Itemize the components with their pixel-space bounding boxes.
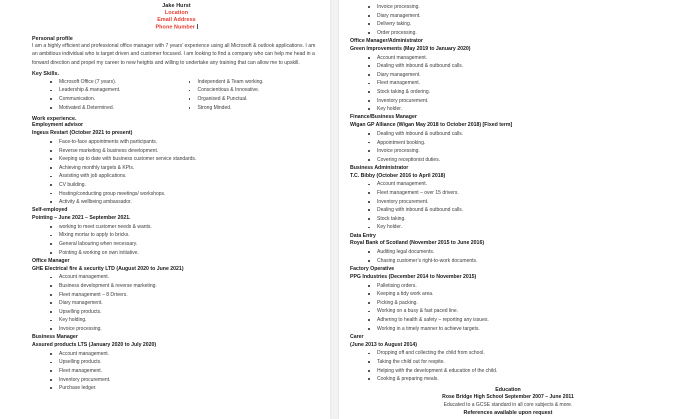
list-item: Achieving monthly targets & KPIs.: [50, 164, 321, 173]
skills-bullets-left: [32, 78, 177, 112]
list-item: Diary management.: [368, 12, 666, 21]
personal-profile-heading: Personal profile: [32, 35, 73, 42]
job-company: T.C. Bibby (October 2016 to April 2018): [350, 172, 446, 179]
page-left: [0, 0, 330, 419]
job-company: PPG Industries (December 2014 to November 2015): [350, 273, 477, 280]
key-skills-column-1: [32, 78, 177, 112]
education-heading: Education: [495, 386, 521, 393]
job-company: (June 2013 to August 2014): [350, 341, 417, 348]
candidate-email: Email Address: [157, 16, 196, 23]
list-item: Motivated & Determined.: [50, 104, 177, 113]
job-duties: [32, 138, 321, 207]
list-item: Delivery taking.: [368, 20, 666, 29]
job-duties: [32, 350, 321, 393]
candidate-phone: Phone Number: [32, 24, 321, 31]
list-item: Taking the child out for respite.: [368, 358, 666, 367]
list-item: Strong Minded.: [189, 104, 322, 113]
list-item: Communication.: [50, 95, 177, 104]
job-company: Assured products LTS (January 2020 to July 2020): [32, 341, 157, 348]
job-title: Finance/Business Manager: [350, 114, 417, 121]
education-detail: Educated to a GCSE standard in all core subjects & more.: [443, 401, 573, 408]
job-duties: [350, 54, 666, 114]
list-item: Account management.: [50, 273, 321, 282]
list-item: Order processing.: [368, 29, 666, 38]
job-duties: [350, 130, 666, 164]
job-entry: [350, 165, 666, 232]
list-item: Key holder.: [368, 223, 666, 232]
list-item: Pointing & working on own initiative.: [50, 249, 321, 258]
list-item: Fleet management.: [50, 367, 321, 376]
work-experience-heading: Work experience.: [32, 115, 77, 122]
list-item: Key holder.: [368, 105, 666, 114]
list-item: Invoice processing.: [368, 3, 666, 12]
list-item: Account management.: [368, 54, 666, 63]
skills-bullets-right: [177, 78, 322, 112]
list-item: Working in a timely manner to achieve targets.: [368, 325, 666, 334]
job-entry: [32, 122, 321, 206]
list-item: Purchase ledger.: [50, 384, 321, 393]
job-entry: [32, 334, 321, 393]
job-company: Pointing – June 2021 – September 2021.: [32, 215, 131, 222]
list-item: Covering receptionist duties.: [368, 156, 666, 165]
list-item: Dealing with inbound & outbound calls.: [368, 62, 666, 71]
references-note: References available upon request: [463, 409, 553, 416]
job-company: Wigan GP Alliance (Wigan May 2018 to October 2018) [Fixed term]: [350, 122, 513, 129]
job-entry: [350, 334, 666, 384]
list-item: General labouring when necessary.: [50, 240, 321, 249]
cv-header: [32, 3, 321, 31]
list-item: Fleet management.: [368, 79, 666, 88]
list-item: Diary management.: [50, 299, 321, 308]
list-item: Appointment booking.: [368, 139, 666, 148]
key-skills-list: [32, 78, 321, 112]
job-title: Office Manager: [32, 257, 70, 264]
list-item: Business development & reverse marketing.: [50, 282, 321, 291]
candidate-location: Location: [164, 9, 189, 16]
list-item: Conscientious & Innovative.: [189, 86, 322, 95]
job-title: Business Administrator: [350, 164, 409, 171]
page-right: [339, 0, 680, 419]
list-item: Working on a busy & fast paced line.: [368, 307, 666, 316]
key-skills-heading: Key Skills.: [32, 71, 60, 78]
list-item: Key holding.: [50, 316, 321, 325]
list-item: Hosting/conducting group meetings/ workshops.: [50, 190, 321, 199]
list-item: Dropping off and collecting the child from school.: [368, 349, 666, 358]
list-item: Adhering to health & safety – reporting any issues.: [368, 316, 666, 325]
list-item: Dealing with inbound & outbound calls.: [368, 206, 666, 215]
job-company: Green Improvements (May 2019 to January 2020): [350, 45, 471, 52]
job-title: Self-employed: [32, 207, 68, 214]
list-item: Account management.: [50, 350, 321, 359]
job-duties: [32, 223, 321, 257]
job-entry: [350, 114, 666, 164]
list-item: Inventory procurement.: [368, 198, 666, 207]
list-item: Leadership & management.: [50, 86, 177, 95]
job-company: Royal Bank of Scotland (November 2015 to June 2016): [350, 240, 485, 247]
education-school: Rose Bridge High School September 2007 – June 2011: [442, 393, 574, 400]
list-item: Picking & packing.: [368, 299, 666, 308]
list-item: Face-to-face appointments with participants.: [50, 138, 321, 147]
list-item: Stock taking.: [368, 215, 666, 224]
job-duties: [350, 282, 666, 334]
job-entry: [350, 233, 666, 266]
list-item: Inventory procurement.: [368, 97, 666, 106]
list-item: Palletising orders.: [368, 282, 666, 291]
list-item: Upselling products.: [50, 308, 321, 317]
job-company: GHE Electrical fire & security LTD (August 2020 to June 2021): [32, 265, 184, 272]
list-item: Mixing mortar to apply to bricks.: [50, 231, 321, 240]
list-item: Account management.: [368, 180, 666, 189]
job-title: Office Manager/Administrator: [350, 37, 423, 44]
list-item: Fleet management – 8 Drivers.: [50, 291, 321, 300]
job-entry: [32, 258, 321, 334]
job-duties: [350, 349, 666, 383]
list-item: Helping with the development & education of the child.: [368, 367, 666, 376]
list-item: Keeping up to date with business customer service standards.: [50, 155, 321, 164]
job-title: Employment advisor: [32, 122, 84, 129]
list-item: Diary management.: [368, 71, 666, 80]
job-title: Business Manager: [32, 334, 78, 341]
list-item: Keeping a tidy work area.: [368, 290, 666, 299]
job-duties: [350, 248, 666, 265]
list-item: Stock taking & ordering.: [368, 88, 666, 97]
list-item: Invoice processing.: [368, 147, 666, 156]
list-item: Dealing with inbound & outbound calls.: [368, 130, 666, 139]
education-section: [350, 387, 666, 409]
job-duties: [32, 273, 321, 333]
job-entry: [350, 38, 666, 114]
job-entry: [350, 266, 666, 333]
list-item: CV building.: [50, 181, 321, 190]
list-item: Invoice processing.: [50, 325, 321, 334]
list-item: Activity & wellbeing ambassador.: [50, 198, 321, 207]
list-item: Upselling products.: [50, 358, 321, 367]
personal-profile-text: I am a highly efficient and professional office manager with 7 years’ experience using all Microsoft & outlook applications. I am an ambitious individual who is target driven and customer focused. I am looking to find a company who can help me head in a forward direction and propel my career to new heights and willing to undertake any training that can allow me to upskill.: [32, 43, 316, 66]
key-skills-column-2: [177, 78, 322, 112]
list-item: Chasing customer’s right-to-work documents.: [368, 257, 666, 266]
list-item: Fleet management – over 15 drivers.: [368, 189, 666, 198]
list-item: Inventory procurement.: [50, 376, 321, 385]
list-item: Microsoft Office (7 years).: [50, 78, 177, 87]
job-duties: [350, 180, 666, 232]
job-title: Factory Operative: [350, 266, 395, 272]
list-item: Auditing legal documents.: [368, 248, 666, 257]
list-item: Reverse marketing & business development.: [50, 147, 321, 156]
continued-duties: [350, 3, 666, 37]
job-title: Carer: [350, 333, 364, 340]
job-entry: [32, 207, 321, 257]
job-company: Ingeus Restart (October 2021 to present): [32, 130, 133, 137]
list-item: Cooking & preparing meals.: [368, 375, 666, 384]
candidate-name: Jake Hurst: [162, 3, 191, 9]
list-item: Assisting with job applications.: [50, 172, 321, 181]
list-item: working to meet customer needs & wants.: [50, 223, 321, 232]
list-item: Independent & Team working.: [189, 78, 322, 87]
list-item: Organised & Punctual.: [189, 95, 322, 104]
job-title: Data Entry: [350, 232, 376, 239]
page-divider: [330, 0, 339, 419]
